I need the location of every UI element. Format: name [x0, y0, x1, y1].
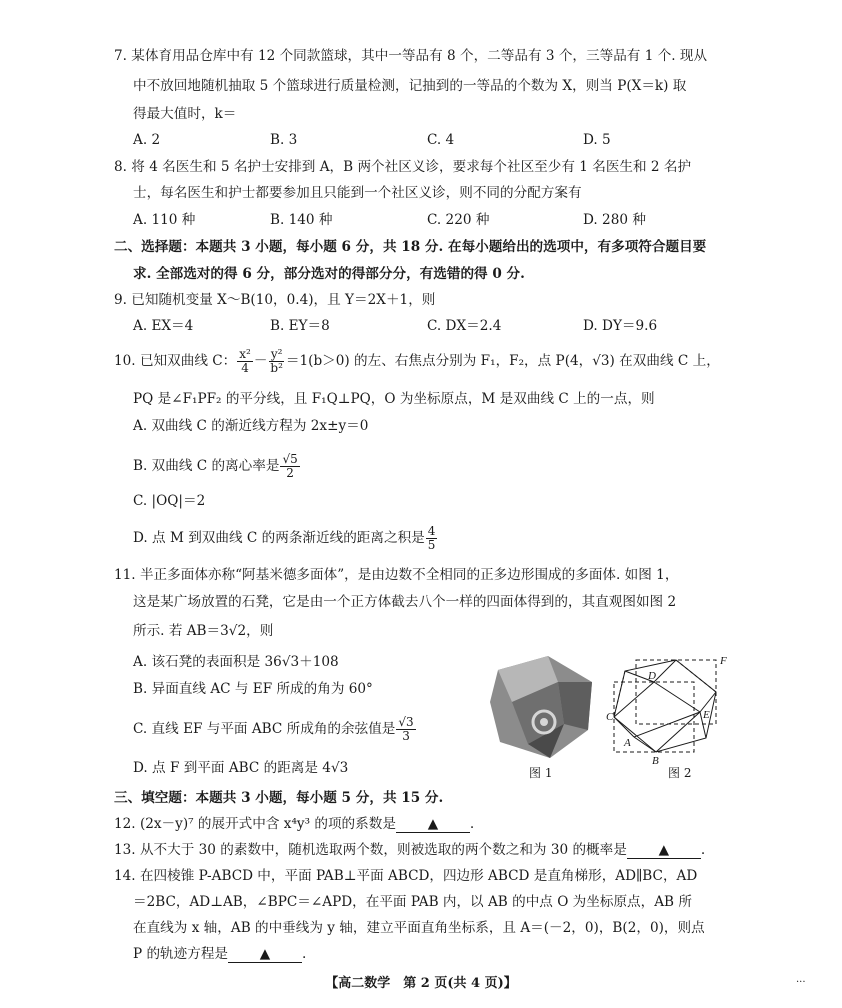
q10-option-d-text: D. 点 M 到双曲线 C 的两条渐近线的距离之积是 — [133, 530, 425, 546]
edge-4 — [654, 682, 700, 712]
eccentricity-fraction — [280, 453, 299, 480]
q14-line4-text: P 的轨迹方程是 — [133, 946, 229, 962]
q8-option-c: C. 220 种 — [427, 212, 490, 228]
q11-option-a: A. 该石凳的表面积是 36√3＋108 — [133, 654, 339, 670]
q10-stem-a: 10. 已知双曲线 C： — [114, 353, 237, 369]
vertex-label-a: A — [624, 737, 631, 749]
hyperbola-x-term — [237, 348, 253, 375]
q10-option-a: A. 双曲线 C 的渐近线方程为 2x±y＝0 — [133, 418, 369, 434]
vertex-label-b: B — [652, 755, 659, 767]
q7-option-c: C. 4 — [427, 132, 455, 148]
q13-answer-blank: ▲ — [627, 842, 701, 859]
q14-line3: 在直线为 x 轴，AB 的中垂线为 y 轴，建立平面直角坐标系，且 A＝(－2，0)，B(2，0)，则点 — [133, 920, 705, 936]
q14-line4 — [133, 944, 306, 964]
x-squared: x² — [239, 347, 251, 361]
eccentricity-denominator: 2 — [286, 466, 294, 480]
edge-8 — [614, 717, 634, 737]
q8-line2: 士，每名医生和护士都要参加且只能到一个社区义诊，则不同的分配方案有 — [133, 185, 582, 201]
q9-option-d: D. DY＝9.6 — [583, 318, 658, 334]
stool-emblem-center — [540, 718, 548, 726]
q12-answer-blank: ▲ — [396, 816, 470, 833]
q10-line2: PQ 是∠F₁PF₂ 的平分线，且 F₁Q⊥PQ，O 为坐标原点，M 是双曲线 C 上的一点，则 — [133, 391, 655, 407]
q13-line — [114, 840, 705, 860]
distance-product-fraction — [426, 525, 438, 552]
x-denominator: 4 — [241, 361, 249, 375]
q12-period: . — [469, 816, 475, 832]
q9-option-a: A. EX＝4 — [133, 318, 194, 334]
page-footer: 【高二数学 第 2 页(共 4 页)】 — [325, 976, 517, 991]
edge-1 — [654, 660, 676, 682]
q11-line1: 11. 半正多面体亦称“阿基米德多面体”，是由边数不全相同的正多边形围成的多面体. 如图 1， — [114, 567, 679, 583]
q8-option-b: B. 140 种 — [270, 212, 333, 228]
section2-heading: 二、选择题：本题共 3 小题，每小题 6 分，共 18 分. 在每小题给出的选项中，有多项符合题目要 — [114, 239, 707, 255]
q9-option-b: B. EY＝8 — [270, 318, 330, 334]
edge-3 — [614, 682, 654, 717]
q13-text: 13. 从不大于 30 的素数中，随机选取两个数，则被选取的两个数之和为 30 的概率是 — [114, 842, 627, 858]
vertex-label-c: C — [606, 711, 614, 723]
y-squared: y² — [270, 347, 283, 361]
q14-line2: ＝2BC，AD⊥AB，∠BPC＝∠APD，在平面 PAB 内，以 AB 的中点 O 为坐标原点，AB 所 — [133, 894, 692, 910]
figure-2-caption: 图 2 — [668, 766, 692, 780]
section2-heading-cont: 求. 全部选对的得 6 分，部分选对的得部分分，有选错的得 0 分. — [133, 266, 525, 282]
cosine-numerator: √3 — [398, 715, 414, 729]
cosine-denominator: 3 — [402, 729, 410, 743]
q14-line1: 14. 在四棱锥 P-ABCD 中，平面 PAB⊥平面 ABCD，四边形 ABCD 是直角梯形，AD∥BC，AD — [114, 868, 698, 884]
q8-line1: 8. 将 4 名医生和 5 名护士安排到 A，B 两个社区义诊，要求每个社区至少有 1 名医生和 2 名护 — [114, 159, 692, 175]
q7-option-d: D. 5 — [583, 132, 611, 148]
q11-option-d: D. 点 F 到平面 ABC 的距离是 4√3 — [133, 760, 349, 776]
eccentricity-numerator: √5 — [282, 452, 298, 466]
q11-option-c-text: C. 直线 EF 与平面 ABC 所成角的余弦值是 — [133, 721, 396, 737]
figure-1-stone-stool — [488, 652, 598, 762]
edge-9 — [634, 737, 656, 752]
y-denominator: b² — [270, 361, 283, 375]
figure-1-caption: 图 1 — [529, 766, 553, 780]
q7-option-b: B. 3 — [270, 132, 298, 148]
q9-line1: 9. 已知随机变量 X～B(10，0.4)，且 Y＝2X＋1，则 — [114, 292, 436, 308]
cosine-fraction — [396, 716, 415, 743]
q8-option-a: A. 110 种 — [133, 212, 196, 228]
section3-heading: 三、填空题：本题共 3 小题，每小题 5 分，共 15 分. — [114, 790, 444, 806]
q7-line3: 得最大值时，k＝ — [133, 106, 237, 122]
q11-option-b: B. 异面直线 AC 与 EF 所成的角为 60° — [133, 681, 373, 697]
q10-option-b — [133, 449, 301, 483]
q12-text: 12. (2x－y)⁷ 的展开式中含 x⁴y³ 的项的系数是 — [114, 816, 396, 832]
figure-2-polyhedron-diagram — [606, 652, 756, 767]
minus-sign: － — [253, 353, 268, 369]
q7-option-a: A. 2 — [133, 132, 161, 148]
q11-line3: 所示. 若 AB＝3√2，则 — [133, 623, 274, 639]
q10-option-c: C. |OQ|＝2 — [133, 493, 206, 509]
hyperbola-y-term — [268, 348, 285, 375]
q10-line1 — [114, 344, 720, 378]
q7-line2: 中不放回地随机抽取 5 个篮球进行质量检测，记抽到的一等品的个数为 X，则当 P(X＝k) 取 — [133, 78, 687, 94]
q9-option-c: C. DX＝2.4 — [427, 318, 502, 334]
distance-product-numerator: 4 — [427, 524, 436, 538]
q8-option-d: D. 280 种 — [583, 212, 646, 228]
q13-period: . — [700, 842, 706, 858]
vertex-label-d: D — [648, 670, 656, 682]
q14-answer-blank: ▲ — [228, 946, 302, 963]
q10-stem-b: ＝1(b＞0) 的左、右焦点分别为 F₁，F₂，点 P(4，√3) 在双曲线 C 上， — [285, 353, 720, 369]
vertex-label-f: F — [720, 655, 727, 667]
q10-option-b-text: B. 双曲线 C 的离心率是 — [133, 458, 280, 474]
q11-line2: 这是某广场放置的石凳，它是由一个正方体截去八个一样的四面体得到的，其直观图如图 2 — [133, 594, 677, 610]
corner-mark: ... — [796, 974, 806, 985]
distance-product-denominator: 5 — [427, 538, 436, 552]
q7-line1: 7. 某体育用品仓库中有 12 个同款篮球，其中一等品有 8 个，二等品有 3 个，三等品有 1 个. 现从 — [114, 48, 708, 64]
q10-option-d — [133, 521, 438, 555]
q14-period: . — [302, 946, 307, 962]
q11-option-c — [133, 712, 417, 746]
vertex-label-e: E — [703, 709, 710, 721]
q12-line — [114, 814, 474, 834]
edge-11 — [676, 660, 716, 692]
